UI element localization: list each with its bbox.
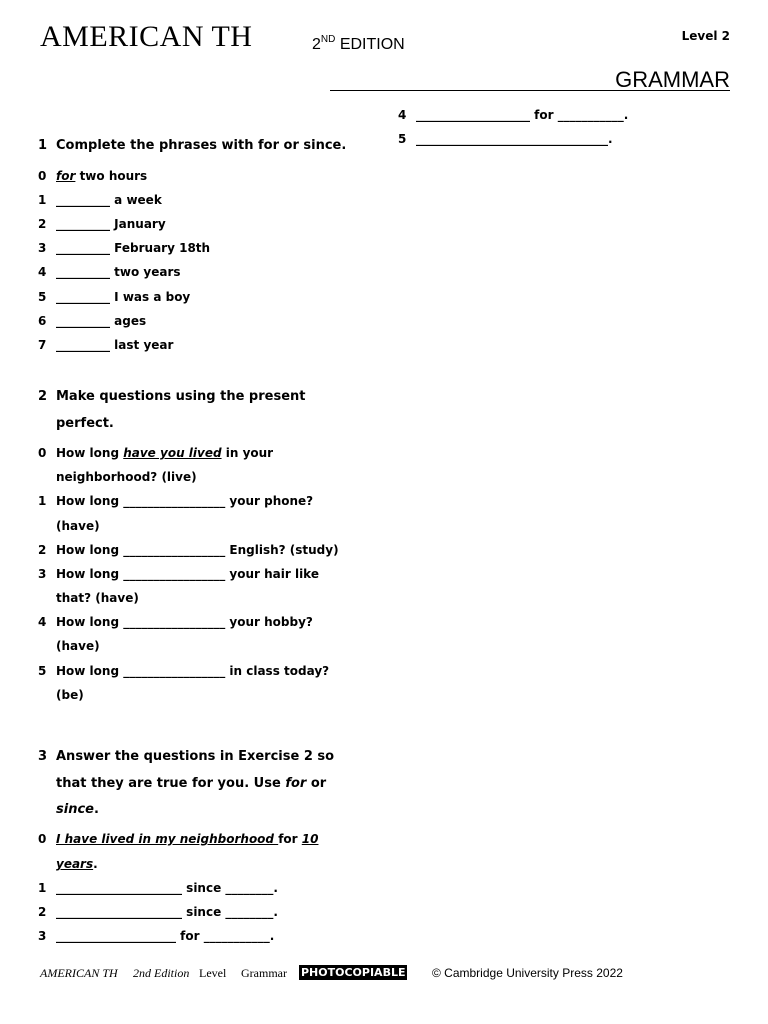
ex3-example: 0 I have lived in my neighborhood for 10 <box>38 832 319 846</box>
copyright: © Cambridge University Press 2022 <box>432 966 623 980</box>
ex3-instruction-line1: 3 Answer the questions in Exercise 2 so <box>38 749 335 764</box>
ex2-example-line2: neighborhood? (live) <box>56 470 197 484</box>
ex2-instruction-line1: 2 Make questions using the present <box>38 389 306 404</box>
ex1-item-3: 3 _________ February 18th <box>38 241 211 255</box>
ex2-item-5-line2: (be) <box>56 688 84 702</box>
ex1-item-1: 1 _________ a week <box>38 193 162 207</box>
ex2-item-4: 4 How long _________________ your hobby? <box>38 615 313 629</box>
section-title: GRAMMAR <box>615 67 730 92</box>
ex2-item-3: 3 How long _________________ your hair like <box>38 567 319 581</box>
ex1-instruction: 1 Complete the phrases with for or since. <box>38 138 347 153</box>
ex3-item-1: 1 _____________________ since ________. <box>38 881 278 895</box>
ex1-example: 0 for two hours <box>38 169 148 183</box>
ex2-instruction-line2: perfect. <box>56 416 114 431</box>
photocopiable-badge: PHOTOCOPIABLE <box>301 966 406 979</box>
ex2-example: 0 How long have you lived in your <box>38 446 274 460</box>
footer-edition: 2nd Edition <box>133 966 190 980</box>
header-rule <box>330 90 730 91</box>
ex3-item-5: 5 ________________________________. <box>398 132 613 146</box>
ex2-item-2: 2 How long _________________ English? (study) <box>38 543 339 557</box>
page-title: AMERICAN TH <box>40 20 253 53</box>
ex3-example-line2: years. <box>56 857 98 871</box>
ex1-item-5: 5 _________ I was a boy <box>38 290 191 304</box>
footer-level: Level <box>199 966 227 980</box>
edition-label: 2ND EDITION <box>312 34 405 53</box>
ex1-item-4: 4 _________ two years <box>38 265 181 279</box>
ex1-item-7: 7 _________ last year <box>38 338 174 352</box>
ex2-item-1-line2: (have) <box>56 519 100 533</box>
footer-title: AMERICAN TH <box>40 966 118 980</box>
ex3-instruction-line3: since. <box>56 802 99 817</box>
footer-grammar: Grammar <box>241 966 287 980</box>
ex3-instruction-line2: that they are true for you. Use for or <box>56 776 327 791</box>
level-label: Level 2 <box>681 29 730 43</box>
ex3-item-4: 4 ___________________ for ___________. <box>398 108 629 122</box>
ex2-item-3-line2: that? (have) <box>56 591 139 605</box>
ex3-item-2: 2 _____________________ since ________. <box>38 905 278 919</box>
ex3-item-3: 3 ____________________ for ___________. <box>38 929 275 943</box>
ex2-item-5: 5 How long _________________ in class today? <box>38 664 330 678</box>
ex2-item-1: 1 How long _________________ your phone? <box>38 494 314 508</box>
ex1-item-2: 2 _________ January <box>38 217 166 231</box>
ex2-item-4-line2: (have) <box>56 639 100 653</box>
ex1-item-6: 6 _________ ages <box>38 314 147 328</box>
